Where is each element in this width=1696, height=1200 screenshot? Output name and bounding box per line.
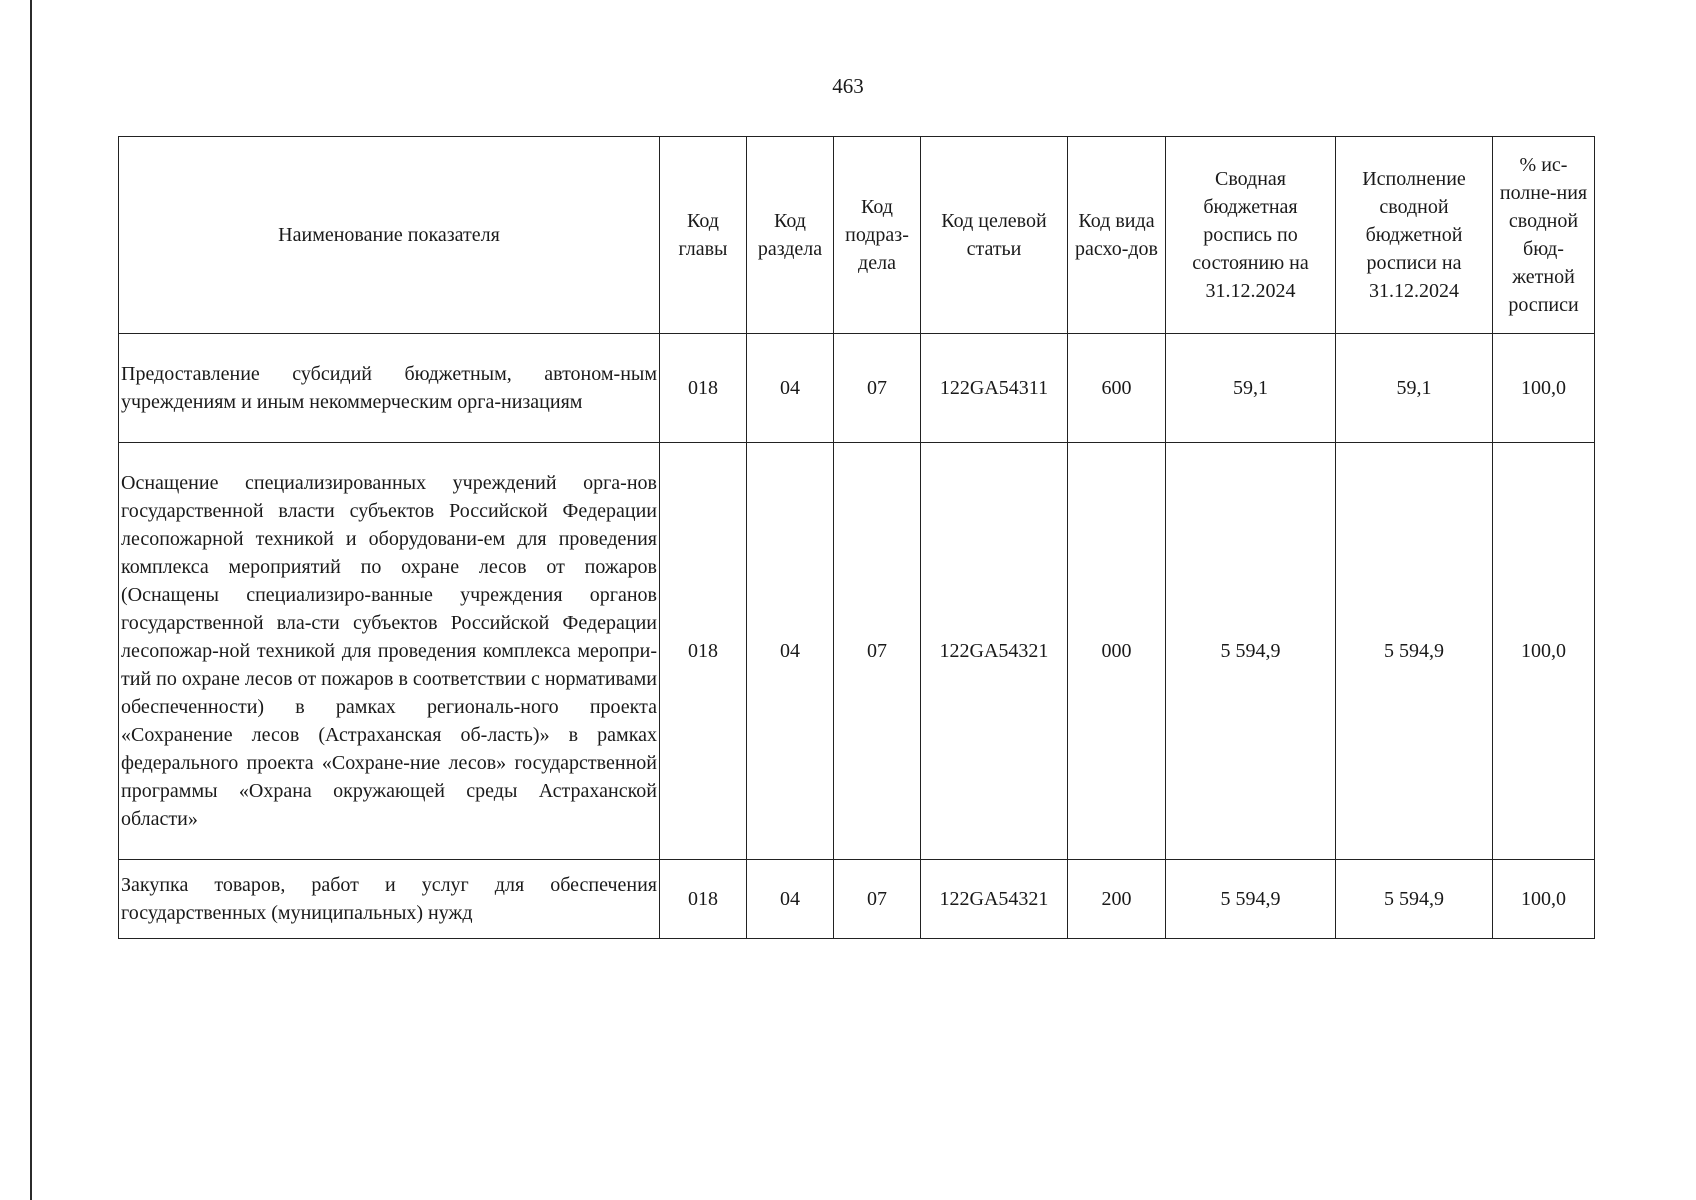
header-target-code: Код целевой статьи	[921, 137, 1068, 334]
header-plan: Сводная бюджетная роспись по состоянию на 31.12.2024	[1166, 137, 1336, 334]
cell-section: 04	[747, 443, 834, 860]
cell-section: 04	[747, 860, 834, 939]
cell-subsection: 07	[834, 334, 921, 443]
table-header-row	[119, 137, 1595, 334]
cell-percent: 100,0	[1493, 334, 1595, 443]
page-edge-line	[30, 0, 32, 1200]
cell-plan: 5 594,9	[1166, 860, 1336, 939]
cell-execution: 5 594,9	[1336, 443, 1493, 860]
cell-name: Оснащение специализированных учреждений орга-нов государственной власти субъектов Российской Федерации лесопожарной техникой и оборудовани-ем для проведения комплекса мероприятий по охране лесов от пожаров (Оснащены специализиро-ванные учреждения органов государственной вла-сти субъектов Российской Федерации лесопожар-ной техникой для проведения комплекса меропри-тий по охране лесов от пожаров в соответствии с нормативами обеспеченности) в рамках региональ-ного проекта «Сохранение лесов (Астраханская об-ласть)» в рамках федерального проекта «Сохране-ние лесов» государственной программы «Охрана окружающей среды Астраханской области»	[119, 443, 660, 860]
cell-section: 04	[747, 334, 834, 443]
cell-name: Закупка товаров, работ и услуг для обеспечения государственных (муниципальных) нужд	[119, 860, 660, 939]
cell-expense: 200	[1068, 860, 1166, 939]
cell-target: 122GA54321	[921, 443, 1068, 860]
cell-execution: 59,1	[1336, 334, 1493, 443]
budget-table	[118, 136, 1595, 939]
cell-percent: 100,0	[1493, 443, 1595, 860]
cell-chapter: 018	[660, 334, 747, 443]
cell-target: 122GA54321	[921, 860, 1068, 939]
cell-expense: 600	[1068, 334, 1166, 443]
cell-chapter: 018	[660, 860, 747, 939]
header-percent: % ис-полне-ния сводной бюд-жетной росписи	[1493, 137, 1595, 334]
table-row	[119, 860, 1595, 939]
header-expense-code: Код вида расхо-дов	[1068, 137, 1166, 334]
cell-expense: 000	[1068, 443, 1166, 860]
cell-plan: 59,1	[1166, 334, 1336, 443]
cell-subsection: 07	[834, 443, 921, 860]
header-section-code: Код раздела	[747, 137, 834, 334]
cell-chapter: 018	[660, 443, 747, 860]
cell-name: Предоставление субсидий бюджетным, автоном-ным учреждениям и иным некоммерческим орга-низациям	[119, 334, 660, 443]
header-execution: Исполнение сводной бюджетной росписи на 31.12.2024	[1336, 137, 1493, 334]
cell-plan: 5 594,9	[1166, 443, 1336, 860]
cell-subsection: 07	[834, 860, 921, 939]
header-name: Наименование показателя	[119, 137, 660, 334]
table-row	[119, 443, 1595, 860]
header-chapter-code: Код главы	[660, 137, 747, 334]
cell-percent: 100,0	[1493, 860, 1595, 939]
cell-target: 122GA54311	[921, 334, 1068, 443]
page-number: 463	[832, 74, 864, 98]
table-row	[119, 334, 1595, 443]
header-subsection-code: Код подраз-дела	[834, 137, 921, 334]
cell-execution: 5 594,9	[1336, 860, 1493, 939]
